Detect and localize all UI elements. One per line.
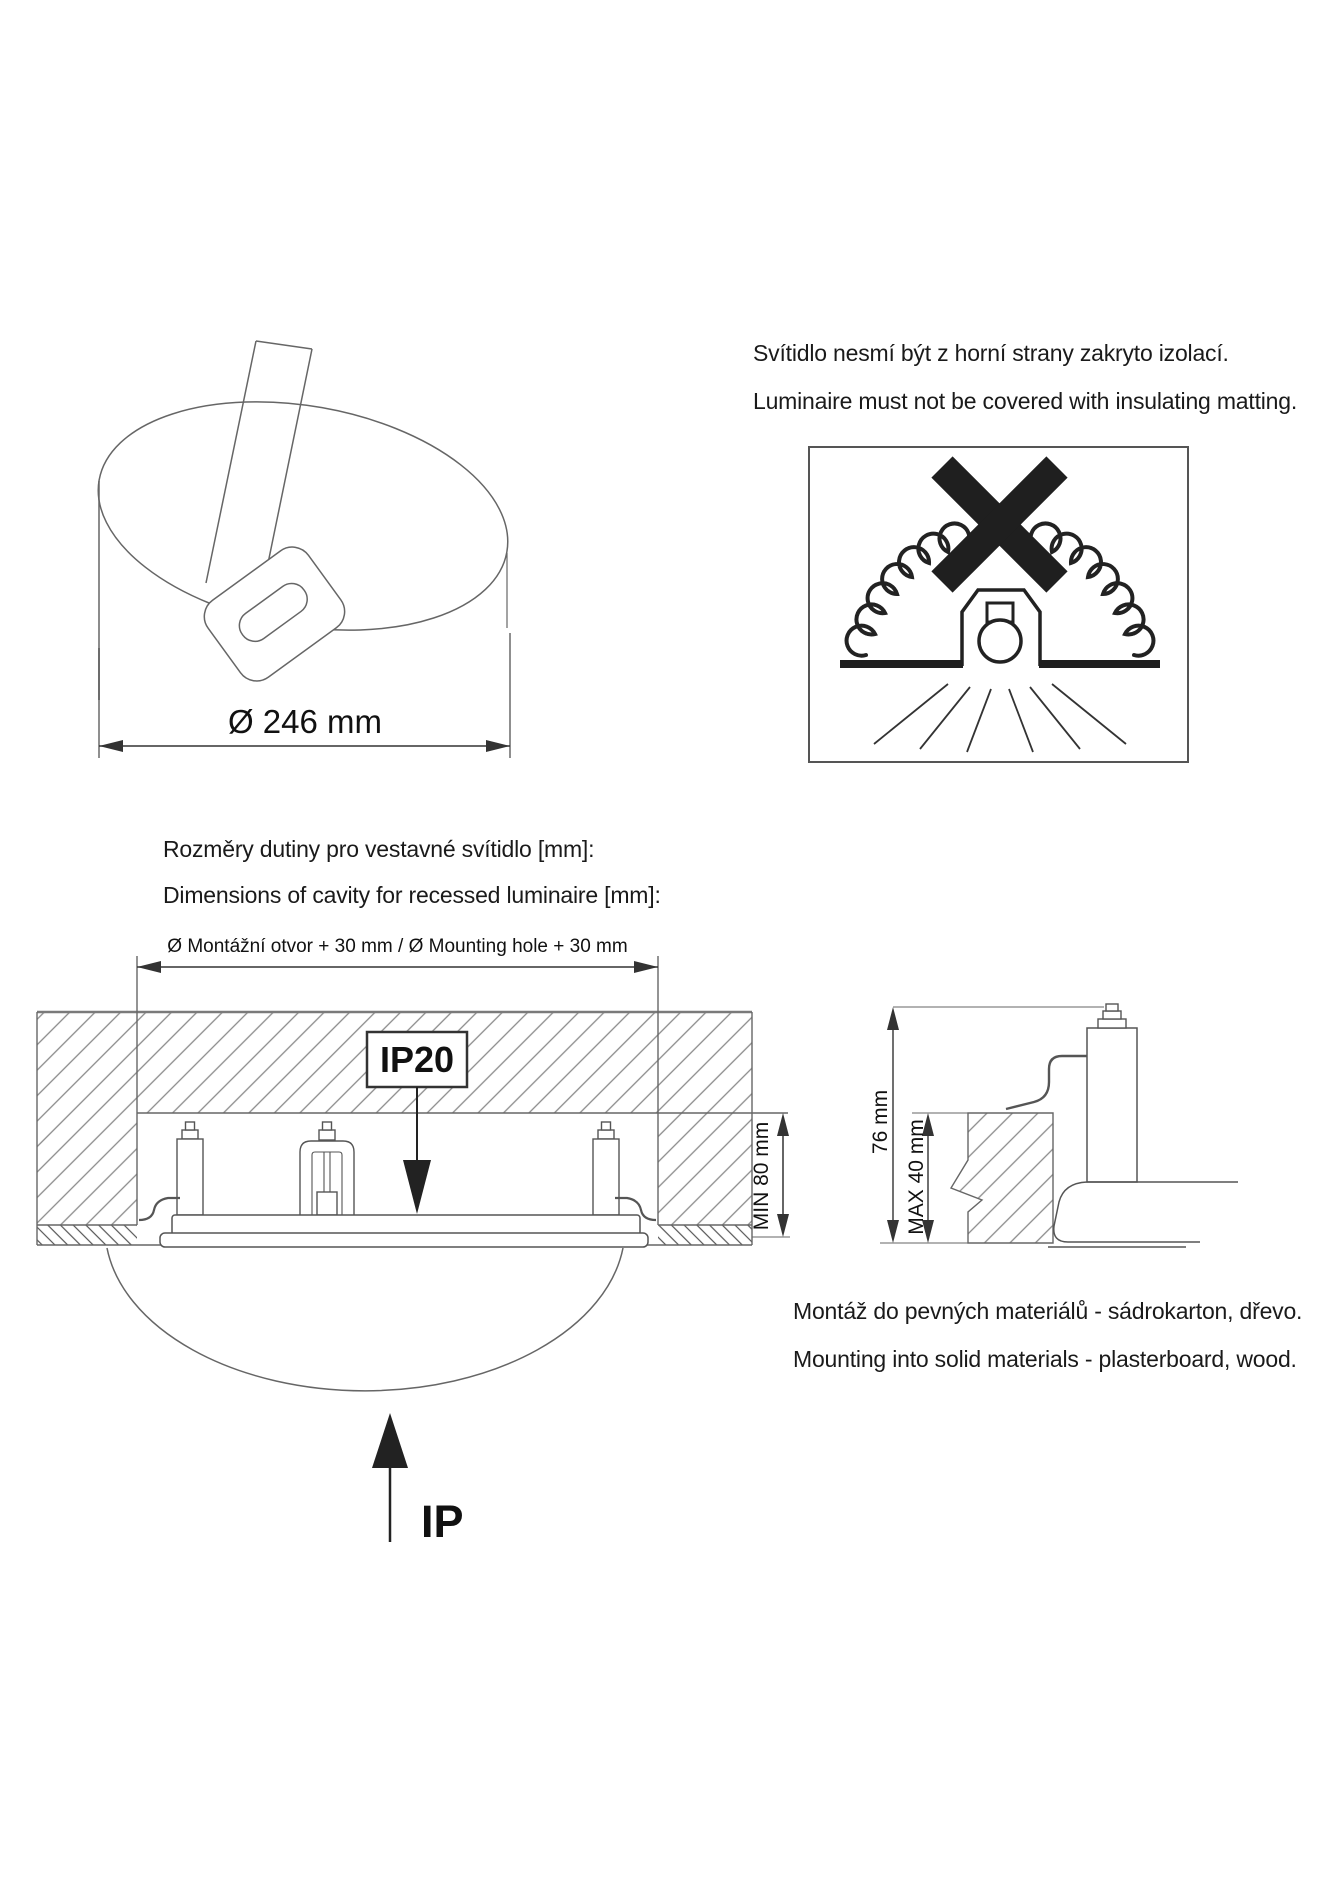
mounting-note-text-en: Mounting into solid materials - plasterboard, wood. — [793, 1346, 1297, 1372]
insulation-warning-text-cz: Svítidlo nesmí být z horní strany zakryto izolací. — [753, 340, 1229, 366]
cavity-note-text-cz: Rozměry dutiny pro vestavné svítidlo [mm]: — [163, 836, 595, 862]
cavity-note-text-en: Dimensions of cavity for recessed luminaire [mm]: — [163, 882, 661, 908]
ip20-rating-badge: IP20 — [379, 1039, 455, 1080]
diameter-dimension-label: Ø 246 mm — [227, 703, 383, 740]
detail-height-label: 76 mm — [869, 1089, 892, 1155]
mounting-note-text-cz: Montáž do pevných materiálů - sádrokarton, dřevo. — [793, 1298, 1303, 1324]
cavity-section-drawing — [30, 930, 800, 1560]
min-depth-label: MIN 80 mm — [750, 1121, 773, 1231]
no-insulation-icon — [800, 440, 1200, 770]
ip-arrow-label: IP — [421, 1496, 464, 1547]
detail-max-thickness-label: MAX 40 mm — [905, 1119, 928, 1235]
insulation-warning-text-en: Luminaire must not be covered with insulating matting. — [753, 388, 1298, 414]
mounting-hole-dimension-label: Ø Montážní otvor + 30 mm / Ø Mounting hole + 30 mm — [167, 936, 628, 957]
